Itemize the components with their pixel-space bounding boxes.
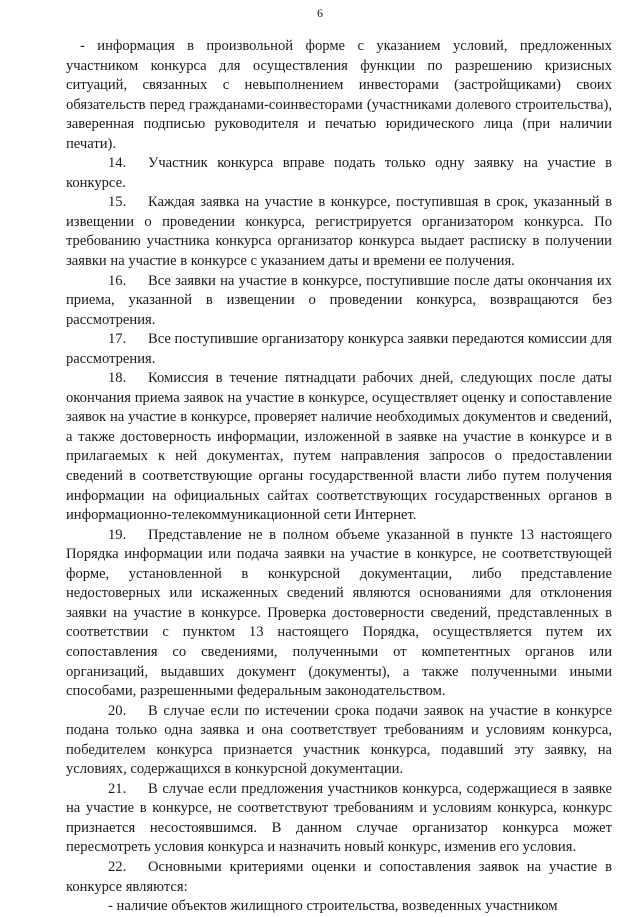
paragraph-text: Основными критериями оценки и сопоставления заявок на участие в конкурсе являются: xyxy=(66,858,612,895)
paragraph-19 xyxy=(66,526,612,702)
paragraph-number: 17. xyxy=(108,331,127,348)
paragraph-number: 18. xyxy=(108,370,127,387)
paragraph-text: Представление не в полном объеме указанной в пункте 13 настоящего Порядка информации или подача заявки на участие в конкурсе, не соответствующей форме, установленной в конкурсной документации, либо представление недостоверных или искаженных сведений являются основаниями для отклонения заявки на участие в конкурсе. Проверка достоверности сведений, представленных в соответствии с пунктом 13 настоящего Порядка, осуществляется путем их сопоставления со сведениями, полученными от компетентных органов или организаций, выдавших документ (документы), а также полученными иными способами, разрешенными федеральным законодательством. xyxy=(66,526,612,700)
document-body xyxy=(66,37,612,917)
paragraph-21 xyxy=(66,780,612,858)
list-item xyxy=(66,897,612,917)
paragraph-17 xyxy=(66,330,612,369)
paragraph-text: Участник конкурса вправе подать только одну заявку на участие в конкурсе. xyxy=(66,155,612,191)
paragraph-number: 21. xyxy=(108,780,127,797)
paragraph-15 xyxy=(66,193,612,271)
paragraph-22 xyxy=(66,858,612,897)
paragraph-text: - наличие объектов жилищного строительства, возведенных участником xyxy=(108,898,558,915)
paragraph-16 xyxy=(66,272,612,331)
paragraph-text: - информация в произвольной форме с указанием условий, предложенных участником конкурса для осуществления функции по разрешению кризисных ситуаций, связанных с невыполнением инвесторами (застройщиками) своих обязательств перед гражданами-соинвесторами (участниками долевого строительства), заверенная подписью руководителя и печатью юридического лица (при наличии печати). xyxy=(66,38,612,152)
paragraph-number: 19. xyxy=(108,526,127,543)
paragraph-18 xyxy=(66,369,612,525)
paragraph-14 xyxy=(66,154,612,193)
paragraph-number: 20. xyxy=(108,702,127,719)
paragraph-text: Каждая заявка на участие в конкурсе, поступившая в срок, указанный в извещении о проведении конкурса, регистрируется организатором конкурса. По требованию участника конкурса организатор конкурса выдает расписку в получении заявки на участие в конкурсе с указанием даты и времени ее получения. xyxy=(66,194,612,270)
paragraph-continuation xyxy=(66,37,612,154)
paragraph-text: Комиссия в течение пятнадцати рабочих дней, следующих после даты окончания приема заявок на участие в конкурсе, осуществляет оценку и сопоставление заявок на участие в конкурсе, проверяет наличие необходимых документов и сведений, а также достоверность информации, изложенной в заявке на участие в конкурсе и в прилагаемых к ней документах, путем направления запросов о предоставлении сведений в соответствующие органы государственной власти либо путем получения информации на официальных сайтах соответствующих государственных органов в информационно-телекоммуникационной сети Интернет. xyxy=(66,370,612,524)
paragraph-number: 16. xyxy=(108,272,127,289)
page-number: 6 xyxy=(317,6,323,20)
paragraph-number: 22. xyxy=(108,858,127,875)
paragraph-20 xyxy=(66,702,612,780)
paragraph-text: В случае если по истечении срока подачи заявок на участие в конкурсе подана только одна заявка и она соответствует требованиям и условиям конкурса, победителем конкурса признается участник конкурса, подавший эту заявку, на условиях, содержащихся в конкурсной документации. xyxy=(66,702,612,778)
paragraph-number: 15. xyxy=(108,194,127,211)
paragraph-text: В случае если предложения участников конкурса, содержащиеся в заявке на участие в конкурсе, не соответствуют требованиям и условиям конкурса, конкурс признается несостоявшимся. В данном случае организатор конкурса может пересмотреть условия конкурса и назначить новый конкурс, изменив его условия. xyxy=(66,780,612,856)
paragraph-text: Все поступившие организатору конкурса заявки передаются комиссии для рассмотрения. xyxy=(66,331,612,367)
paragraph-number: 14. xyxy=(108,155,127,172)
paragraph-text: Все заявки на участие в конкурсе, поступившие после даты окончания их приема, указанной в извещении о проведении конкурса, возвращаются без рассмотрения. xyxy=(66,272,612,328)
